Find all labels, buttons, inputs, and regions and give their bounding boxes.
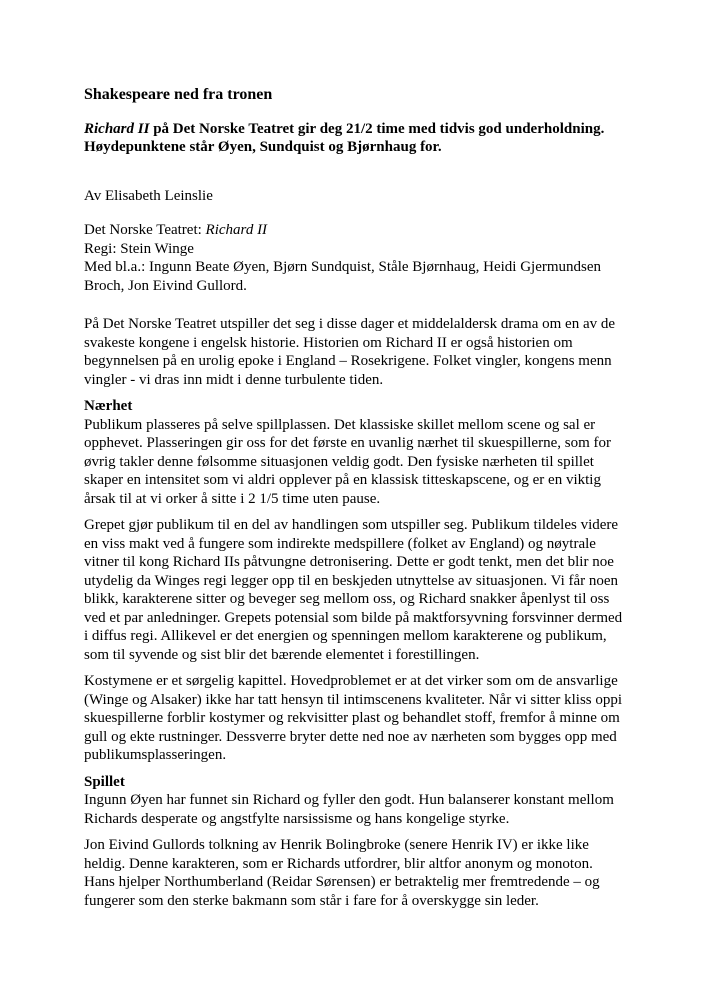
article-title: Shakespeare ned fra tronen	[84, 86, 273, 103]
intro-paragraph: På Det Norske Teatret utspiller det seg i disse dager et middelaldersk drama om en av de svakeste kongene i engelsk historie. Historien om Richard II er også historien om begynnelsen på en urolig epoke i England – Rosekrigene. Folket vingler, kongens menn vingler - vi dras inn midt i denne turbulente tiden.	[84, 316, 616, 388]
spillet-paragraph-2: Jon Eivind Gullords tolkning av Henrik Bolingbroke (senere Henrik IV) er ikke like heldig. Denne karakteren, som er Richards utfordrer, blir altfor anonym og monoton. Hans hjelper Northumberland (Reidar Sørensen) er betraktelig mer fremtredende – og fungerer som den sterke bakmann som står i fare for å overskygge sin leder.	[84, 837, 600, 909]
lead-paragraph	[84, 120, 627, 157]
section-naerhet	[84, 397, 627, 765]
credit-cast-line: Med bl.a.: Ingunn Beate Øyen, Bjørn Sundquist, Ståle Bjørnhaug, Heidi Gjermundsen Broch, Jon Eivind Gullord.	[84, 259, 602, 294]
spillet-paragraph-1: Ingunn Øyen har funnet sin Richard og fyller den godt. Hun balanserer konstant mellom Richards desperate og angstfylte narsissisme og hans kongelige styrke.	[84, 792, 614, 827]
byline: Av Elisabeth Leinslie	[84, 187, 213, 204]
section-spillet	[84, 773, 627, 911]
naerhet-paragraph-2: Grepet gjør publikum til en del av handlingen som utspiller seg. Publikum tildeles videre en viss makt ved å fungere som indirekte medspillere (folket av England) og nøytrale vitner til kong Richard IIs påtvungne detronisering. Dette er godt tenkt, men det blir noe utydelig da Winges regi legger opp til en beskjeden utnyttelse av situasjonen. Vi får noen blikk, karakterene sitter og beveger seg mellom oss, og Richard snakker åpenlyst til oss ved et par anledninger. Grepets potensial som bilde på maktforsyvning forsvinner dermed i diffus regi. Allikevel er det energien og spenningen mellom karakterene og publikum, som til syvende og sist blir det bærende elementet i forestillingen.	[84, 517, 623, 663]
section-heading-spillet: Spillet	[84, 773, 125, 790]
section-heading-naerhet: Nærhet	[84, 398, 133, 414]
credit-director-line: Regi: Stein Winge	[84, 240, 194, 257]
credit-venue-line	[84, 221, 627, 240]
work-title-italic: Richard II	[84, 120, 150, 137]
credits-block	[84, 221, 627, 295]
naerhet-paragraph-3: Kostymene er et sørgelig kapittel. Hovedproblemet er at det virker som om de ansvarlige (Winge og Alsaker) ikke har tatt hensyn til intimscenens kvaliteter. Når vi sitter kliss oppi skuespillerne forblir kostymer og rekvisitter plast og behandlet stoff, fremfor å minne om gull og ekte rustninger. Dessverre bryter dette ned noe av nærheten som bygges opp med publikumsplasseringen.	[84, 673, 623, 763]
naerhet-paragraph-1: Publikum plasseres på selve spillplassen. Det klassiske skillet mellom scene og sal er opphevet. Plasseringen gir oss for det første en uvanlig nærhet til skuespillerne, som for øvrig takler denne følsomme situasjonen veldig godt. Den fysiske nærheten til spillet skaper en intensitet som vi aldri opplever på en klassisk titteskapscene, og er en viktig årsak til at vi orker å sitte i 2 1/5 time uten pause.	[84, 416, 611, 507]
lead-text: på Det Norske Teatret gir deg 21/2 time med tidvis god underholdning. Høydepunktene står Øyen, Sundquist og Bjørnhaug for.	[84, 120, 605, 155]
credit-venue-prefix: Det Norske Teatret:	[84, 222, 206, 238]
credit-work-title-italic: Richard II	[205, 222, 268, 238]
